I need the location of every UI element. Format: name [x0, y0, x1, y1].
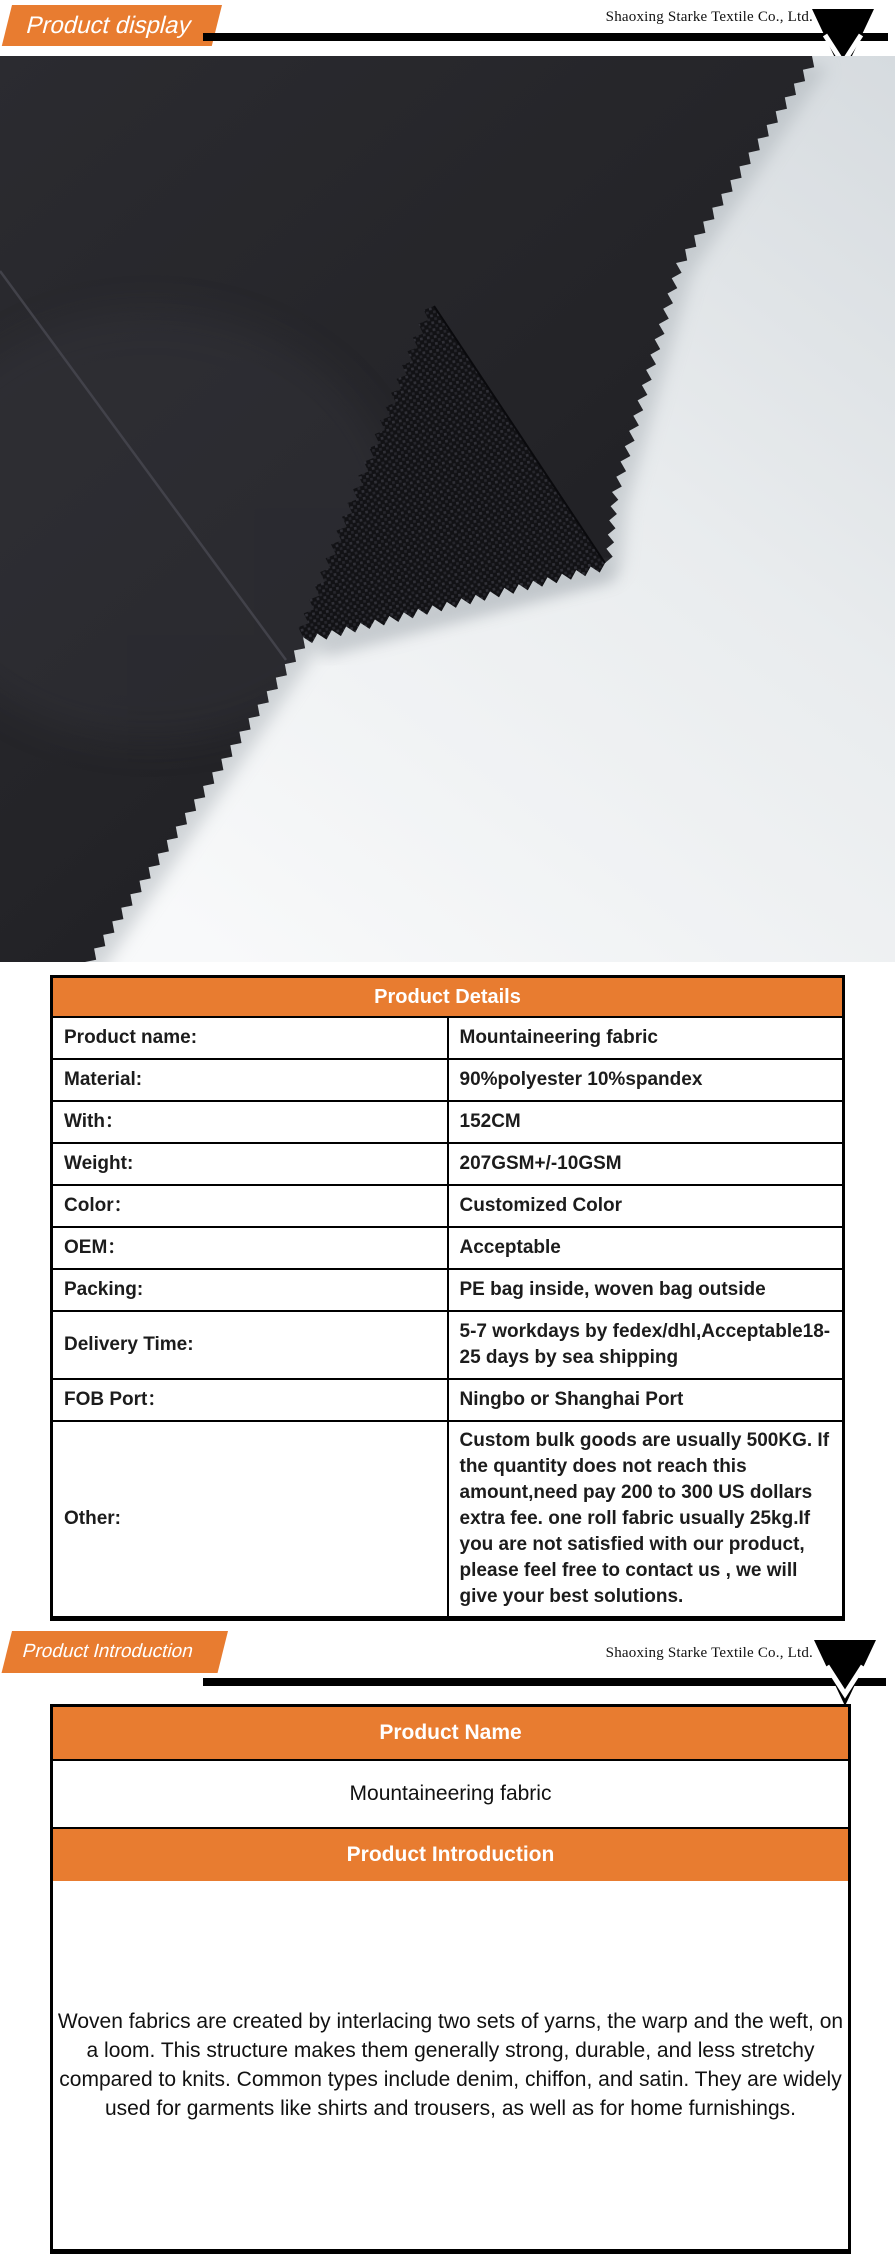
product-introduction-banner: Product Introduction: [53, 1827, 848, 1881]
row-value: Acceptable: [448, 1227, 844, 1269]
table-row: [52, 1101, 844, 1143]
product-photo: [0, 56, 895, 962]
table-row: [52, 1227, 844, 1269]
divider-line: [203, 1678, 886, 1686]
table-row: [52, 1311, 844, 1379]
section-badge-product-introduction: [2, 1631, 228, 1673]
table-row: [52, 1017, 844, 1059]
row-value: Ningbo or Shanghai Port: [448, 1379, 844, 1421]
table-title: Product Details: [52, 977, 844, 1018]
row-label: Other:: [52, 1421, 448, 1619]
row-label: Packing:: [52, 1269, 448, 1311]
table-row: [52, 1269, 844, 1311]
row-value: 90%polyester 10%spandex: [448, 1059, 844, 1101]
table-row: [52, 1143, 844, 1185]
company-name: Shaoxing Starke Textile Co., Ltd.: [605, 9, 813, 25]
row-label: OEM：: [52, 1227, 448, 1269]
row-label: Material:: [52, 1059, 448, 1101]
row-value: 207GSM+/-10GSM: [448, 1143, 844, 1185]
product-details-table: [50, 975, 845, 1621]
row-value: 5-7 workdays by fedex/dhl,Acceptable18-25 days by sea shipping: [448, 1311, 844, 1379]
table-row: [52, 1185, 844, 1227]
product-name-value: Mountaineering fabric: [53, 1759, 848, 1827]
row-label: Product name:: [52, 1017, 448, 1059]
badge-label: Product Introduction: [20, 1641, 196, 1662]
badge-label: Product display: [23, 11, 195, 39]
divider-line: [203, 33, 888, 41]
company-logo-icon: [814, 1640, 876, 1706]
introduction-paragraph-area: [53, 1881, 848, 2249]
product-introduction-box: [50, 1704, 851, 2254]
row-label: With：: [52, 1101, 448, 1143]
table-title-row: [52, 977, 844, 1018]
row-label: Delivery Time:: [52, 1311, 448, 1379]
table-row: [52, 1059, 844, 1101]
company-name: Shaoxing Starke Textile Co., Ltd.: [605, 1645, 813, 1661]
section-badge-product-display: [2, 5, 222, 46]
product-name-banner: Product Name: [53, 1707, 848, 1759]
introduction-paragraph: Woven fabrics are created by interlacing two sets of yarns, the warp and the weft, on a loom. This structure makes them generally strong, durable, and less stretchy compared to knits. Common types include denim, chiffon, and satin. They are widely used for garments like shirts and trousers, as well as for home furnishings.: [57, 2010, 844, 2120]
row-label: FOB Port：: [52, 1379, 448, 1421]
table-row: [52, 1421, 844, 1619]
table-row: [52, 1379, 844, 1421]
row-value: Mountaineering fabric: [448, 1017, 844, 1059]
row-label: Weight:: [52, 1143, 448, 1185]
row-value: Customized Color: [448, 1185, 844, 1227]
row-value: 152CM: [448, 1101, 844, 1143]
row-label: Color：: [52, 1185, 448, 1227]
row-value: PE bag inside, woven bag outside: [448, 1269, 844, 1311]
row-value: Custom bulk goods are usually 500KG. If the quantity does not reach this amount,need pay 200 to 300 US dollars extra fee. one roll fabric usually 25kg.If you are not satisfied with our product, please feel free to contact us , we will give your best solutions.: [448, 1421, 844, 1619]
